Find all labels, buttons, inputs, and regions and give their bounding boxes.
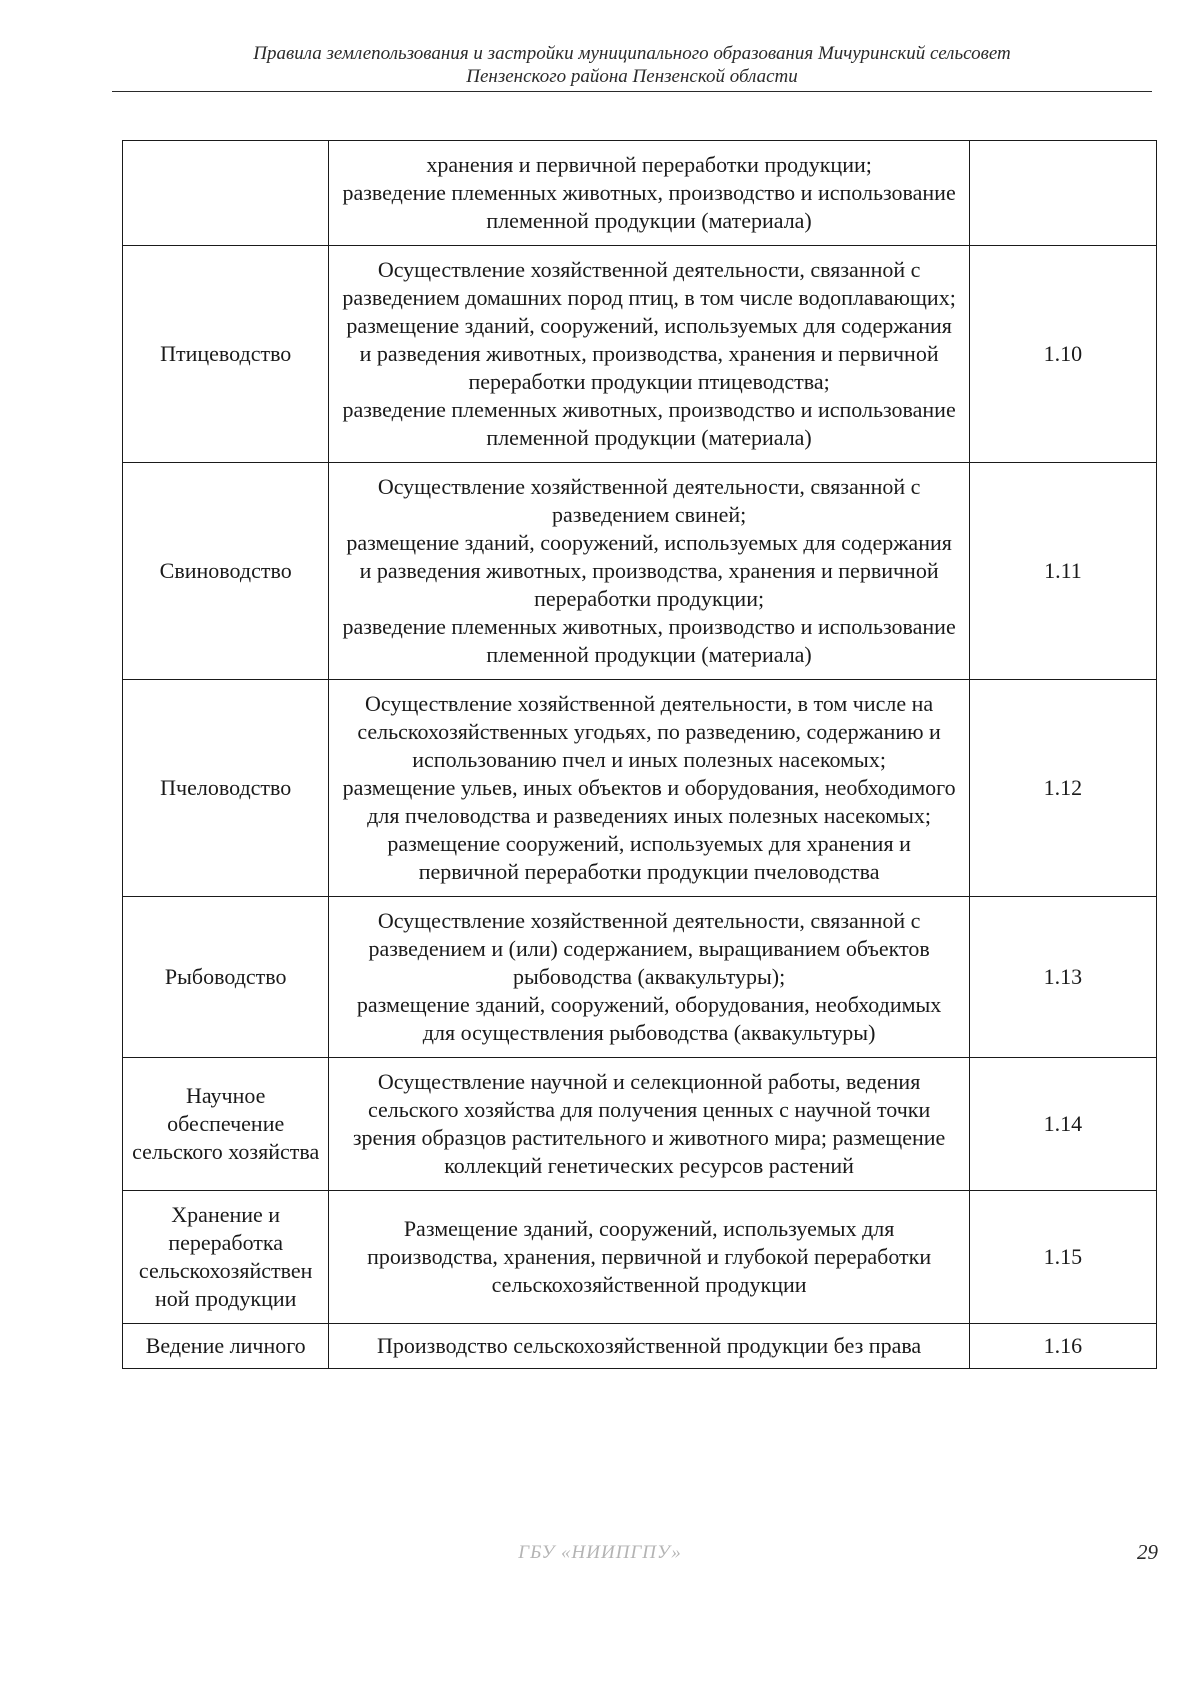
page-header <box>112 42 1152 88</box>
use-type-name: Хранение и переработка сельскохозяйствен ной продукции <box>123 1191 329 1324</box>
table-row <box>123 463 1157 680</box>
use-type-code: 1.11 <box>969 463 1156 680</box>
use-type-description: Осуществление хозяйственной деятельности, связанной с разведением свиней; размещение зданий, сооружений, используемых для содержания и разведения животных, производства, хранения и первичной переработки продукции; разведение племенных животных, производство и использование племенной продукции (материала) <box>329 463 969 680</box>
use-type-name: Свиноводство <box>123 463 329 680</box>
use-type-name: Научное обеспечение сельского хозяйства <box>123 1058 329 1191</box>
footer-organization: ГБУ «НИИПГПУ» <box>518 1542 682 1563</box>
use-type-code: 1.12 <box>969 680 1156 897</box>
use-type-name <box>123 141 329 246</box>
use-type-name: Птицеводство <box>123 246 329 463</box>
use-type-description: Осуществление хозяйственной деятельности, связанной с разведением домашних пород птиц, в том числе водоплавающих; размещение зданий, сооружений, используемых для содержания и разведения животных, производства, хранения и первичной переработки продукции птицеводства; разведение племенных животных, производство и использование племенной продукции (материала) <box>329 246 969 463</box>
table-row <box>123 1191 1157 1324</box>
use-type-code: 1.10 <box>969 246 1156 463</box>
header-line-2: Пензенского района Пензенской области <box>466 66 798 87</box>
header-divider <box>112 91 1152 92</box>
use-type-name: Пчеловодство <box>123 680 329 897</box>
use-type-code: 1.13 <box>969 897 1156 1058</box>
use-type-code <box>969 141 1156 246</box>
use-type-description: Размещение зданий, сооружений, используемых для производства, хранения, первичной и глубокой переработки сельскохозяйственной продукции <box>329 1191 969 1324</box>
table-row <box>123 1058 1157 1191</box>
page-number: 29 <box>1137 1540 1158 1564</box>
use-type-code: 1.14 <box>969 1058 1156 1191</box>
table-row <box>123 680 1157 897</box>
use-type-name: Рыбоводство <box>123 897 329 1058</box>
header-line-1: Правила землепользования и застройки муниципального образования Мичуринский сельсовет <box>253 43 1011 64</box>
use-type-name: Ведение личного <box>123 1324 329 1369</box>
land-use-table <box>122 140 1157 1369</box>
use-type-description: Производство сельскохозяйственной продукции без права <box>329 1324 969 1369</box>
use-type-description: Осуществление хозяйственной деятельности, в том числе на сельскохозяйственных угодьях, по разведению, содержанию и использованию пчел и иных полезных насекомых; размещение ульев, иных объектов и оборудования, необходимого для пчеловодства и разведениях иных полезных насекомых; размещение сооружений, используемых для хранения и первичной переработки продукции пчеловодства <box>329 680 969 897</box>
use-type-description: Осуществление научной и селекционной работы, ведения сельского хозяйства для получения ценных с научной точки зрения образцов растительного и животного мира; размещение коллекций генетических ресурсов растений <box>329 1058 969 1191</box>
use-type-code: 1.16 <box>969 1324 1156 1369</box>
table-row <box>123 141 1157 246</box>
use-type-code: 1.15 <box>969 1191 1156 1324</box>
use-type-description: Осуществление хозяйственной деятельности, связанной с разведением и (или) содержанием, выращиванием объектов рыбоводства (аквакультуры); размещение зданий, сооружений, оборудования, необходимых для осуществления рыбоводства (аквакультуры) <box>329 897 969 1058</box>
table-row <box>123 1324 1157 1369</box>
use-type-description: хранения и первичной переработки продукции; разведение племенных животных, производство и использование племенной продукции (материала) <box>329 141 969 246</box>
table-row <box>123 246 1157 463</box>
table-row <box>123 897 1157 1058</box>
